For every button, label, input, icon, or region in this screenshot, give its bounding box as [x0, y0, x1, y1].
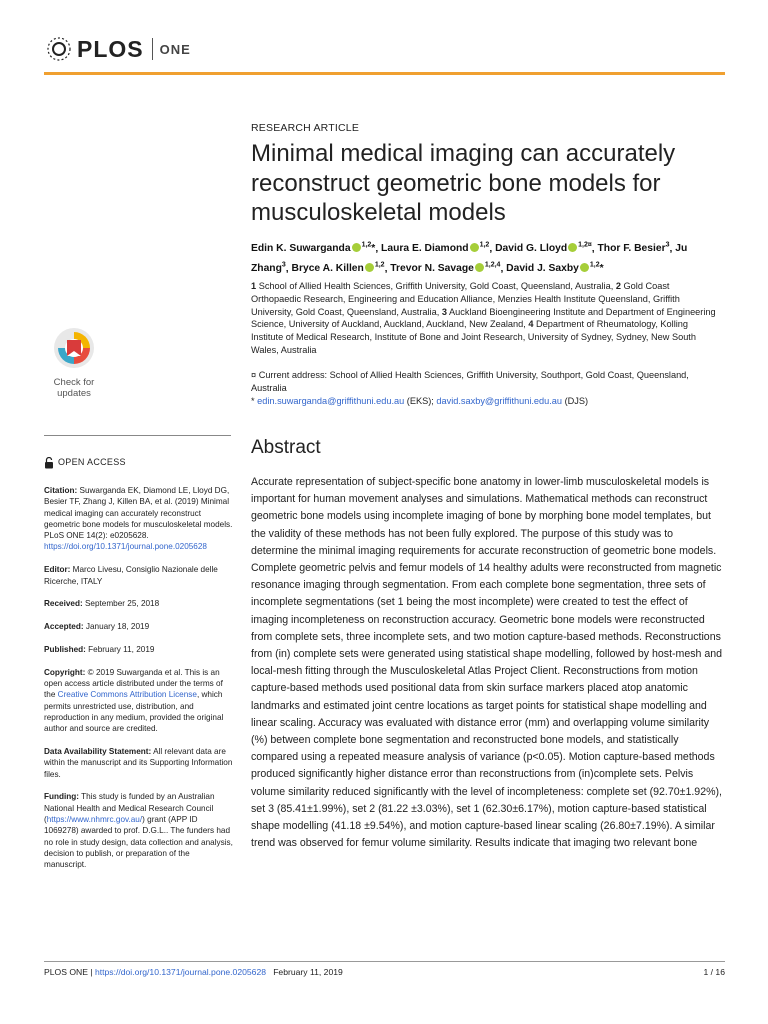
accepted-label: Accepted: [44, 622, 84, 632]
plos-logo-icon [44, 34, 74, 64]
email-tag-2: (DJS) [564, 395, 589, 406]
logo-plos-text: PLOS [77, 35, 144, 62]
orcid-icon[interactable] [475, 263, 484, 272]
accepted-block [44, 621, 234, 632]
affiliation-number: 4 [528, 319, 534, 330]
open-access-text: OPEN ACCESS [58, 457, 126, 468]
affiliation-text: Gold Coast Orthopaedic Research, Engineering and Education Alliance, Menzies Health Institute Queensland, Griffith University, Gold Coast, Queensland, Australia, [251, 281, 680, 317]
author [506, 263, 603, 274]
author [292, 263, 385, 274]
author [251, 243, 375, 254]
open-lock-icon [44, 457, 54, 469]
author-affiliation-sup: 1,2,4 [484, 261, 501, 269]
author-name[interactable]: David J. Saxby [506, 263, 579, 275]
funding-label: Funding: [44, 792, 80, 802]
author-affiliation-sup: 3 [281, 261, 286, 269]
corresponding-emails [251, 395, 719, 408]
data-availability-block [44, 746, 234, 780]
author-affiliation-sup: 1,2¤ [578, 242, 592, 249]
author-name[interactable]: Edin K. Suwarganda [251, 243, 351, 255]
copyright-label: Copyright: [44, 667, 86, 677]
author-affiliation-sup: 1,2 [374, 261, 385, 269]
orcid-icon[interactable] [352, 243, 361, 252]
affiliation-text: School of Allied Health Sciences, Griffith University, Gold Coast, Queensland, Australia, [258, 281, 616, 291]
orcid-icon[interactable] [365, 263, 374, 272]
published-date: February 11, 2019 [88, 644, 155, 654]
published-block [44, 644, 234, 655]
copyright-text-end: , which permits unrestricted use, distribution, and reproduction in any medium, provided the original author and source are credited. [44, 690, 224, 734]
check-for-updates-badge[interactable] [44, 327, 104, 397]
check-text-line2: updates [57, 388, 91, 399]
corresponding-symbol: * [251, 395, 255, 406]
author [381, 243, 489, 254]
crossmark-icon [53, 327, 95, 369]
header-accent-bar [44, 72, 725, 75]
orcid-icon[interactable] [470, 243, 479, 252]
funding-link[interactable]: https://www.nhmrc.gov.au/ [46, 815, 143, 825]
email-link-1[interactable]: edin.suwarganda@griffithuni.edu.au [257, 395, 405, 406]
author-affiliation-sup: 1,2 [589, 261, 600, 269]
accepted-date: January 18, 2019 [85, 622, 150, 632]
editor-block [44, 564, 234, 587]
author-affiliation-sup: 3 [665, 242, 670, 249]
abstract-heading: Abstract [251, 437, 321, 458]
affiliation-text: Department of Rheumatology, Kolling Institute of Medical Research, Institute of Bone and Joint Research, University of Sydney, Sydney, New South Wales, Australia [251, 319, 696, 355]
copyright-block [44, 667, 234, 735]
author-name[interactable]: David G. Lloyd [495, 243, 568, 255]
author-corresponding-mark: * [599, 263, 604, 275]
author-name[interactable]: Laura E. Diamond [381, 243, 469, 255]
current-address-text: Current address: School of Allied Health Sciences, Griffith University, Southport, Gold Coast, Queensland, Australia [251, 370, 689, 393]
author-name[interactable]: Trevor N. Savage [390, 263, 474, 275]
author [495, 243, 592, 254]
footer-citation [44, 967, 343, 977]
received-label: Received: [44, 599, 83, 609]
funding-text-end: ) grant (APP ID 1069278) awarded to prof. D.G.L.. The funders had no role in study design, data collection and analysis, decision to publish, or preparation of the manuscript. [44, 815, 233, 870]
page-footer [44, 967, 725, 977]
correspondence-block [251, 369, 719, 407]
citation-doi-link[interactable]: https://doi.org/10.1371/journal.pone.0205628 [44, 542, 207, 552]
data-availability-text: All relevant data are within the manuscript and its Supporting Information files. [44, 747, 233, 779]
citation-label: Citation: [44, 486, 78, 495]
journal-logo [44, 34, 191, 64]
orcid-icon[interactable] [580, 263, 589, 272]
author-affiliation-sup: 1,2 [361, 242, 372, 249]
article-info-sidebar [44, 457, 234, 882]
logo-divider [152, 38, 153, 60]
author-name[interactable]: Ju Zhang [251, 243, 688, 275]
logo-one-text: ONE [159, 41, 191, 57]
open-access-label [44, 457, 234, 469]
author [390, 263, 500, 274]
affiliation-text: Auckland Bioengineering Institute and Department of Engineering Science, University of Auckland, Auckland, Auckland, New Zealand, [251, 306, 716, 330]
received-date: September 25, 2018 [84, 599, 160, 609]
article-title: Minimal medical imaging can accurately reconstruct geometric bone models for musculoskeletal models [251, 140, 676, 226]
abstract-text: Accurate representation of subject-specific bone anatomy in lower-limb musculoskeletal models is important for human movement analyses and simulations. Mathematical methods can reconstruct geometric bone models using incomplete imaging of bone by morphing bone model templates, but the validity of these methods has not been fully explored. The purpose of this study was to determine the minimal imaging requirements for accurate reconstruction of geometric bone models. Complete geometric pelvis and femur models of 14 healthy adults were reconstructed from magnetic resonance imaging through segmentation. From each complete bone segmentation, three sets of incomplete segmentations (set 1 being the most incomplete) were created to test the effect of imaging incompleteness on reconstruction accuracy. Geometric bone models were reconstructed from complete sets, three incomplete sets, and two motion capture-based methods. Reconstructions from (in) complete sets were generated using statistical shape modelling, followed by host-mesh and local-mesh fitting through the Musculoskeletal Atlas Project Client. Reconstructions from motion capture-based methods used positional data from skin surface markers placed atop anatomic landmarks and estimated joint centre locations as target points for statistical shape modelling and linear scaling. Accuracy was evaluated with distance error (mm) and overlapping volume similarity (%) between complete bone segmentation and reconstructed bone models, and statistically compared using a repeated measure analysis of variance (p<0.05). Motion capture-based methods produced significantly higher distance error than reconstructions from (in)complete sets. Pelvis volume similarity reduced significantly with the level of incompleteness: complete set (92.70±1.92%), set 3 (85.41±1.99%), set 2 (81.22 ±3.03%), set 1 (62.30±6.17%), motion capture-based statistical shape modelling (41.18 ±9.54%), and motion capture-based linear scaling (26.80±7.19%). A similar trend was observed for femur volume similarity. Results indicate that imaging two relevant bone [251, 476, 723, 850]
funding-text: This study is funded by an Australian National Health and Medical Research Council ( [44, 792, 215, 825]
funding-block [44, 791, 234, 870]
license-link[interactable]: Creative Commons Attribution License [57, 690, 197, 700]
footer-doi-link[interactable]: https://doi.org/10.1371/journal.pone.0205628 [94, 967, 267, 977]
author [598, 243, 670, 254]
author-name[interactable]: Bryce A. Killen [291, 263, 364, 275]
email-tag-1: (EKS); [406, 395, 434, 406]
author-corresponding-mark: * [371, 243, 376, 255]
orcid-icon[interactable] [568, 243, 577, 252]
email-link-2[interactable]: david.saxby@griffithuni.edu.au [436, 395, 563, 406]
citation-block [44, 485, 234, 553]
editor-label: Editor: [44, 565, 71, 575]
published-label: Published: [44, 644, 86, 654]
editor-text: Marco Livesu, Consiglio Nazionale delle Ricerche, ITALY [44, 565, 218, 586]
affiliations [251, 280, 719, 357]
affiliation-number: 3 [441, 306, 447, 317]
footer-journal: PLOS ONE | [44, 967, 93, 977]
current-address-symbol: ¤ [251, 370, 257, 380]
author-name[interactable]: Thor F. Besier [597, 243, 666, 255]
sidebar-divider [44, 435, 231, 436]
author-list: Edin K. Suwarganda $^{1,2}$*, Laura E. Diamond $^{1,2}$, David G. Lloyd $^{1,2¤}$, Thor F. Besier$^3$, Ju Zhang$^3$, Bryce A. Killen $^{1,2}$, Trevor N. Savage $^{1,2,4}$, David J. Saxby $^{1,2}$* [251, 242, 688, 275]
current-address [251, 369, 719, 395]
citation-text: Suwarganda EK, Diamond LE, Lloyd DG, Besier TF, Zhang J, Killen BA, et al. (2019) Minimal medical imaging can accurately reconstruct geometric bone models for musculoskeletal models. PLoS ONE 14(2): e0205628. [44, 486, 233, 541]
check-text-line1: Check for [53, 377, 95, 388]
article-type-label: RESEARCH ARTICLE [251, 122, 360, 134]
copyright-text: © 2019 Suwarganda et al. This is an open access article distributed under the terms of the [44, 667, 223, 700]
data-availability-label: Data Availability Statement: [44, 747, 152, 757]
footer-divider [44, 961, 725, 962]
received-block [44, 598, 234, 609]
affiliation-number: 2 [615, 281, 621, 291]
footer-date: February 11, 2019 [273, 967, 343, 977]
author-affiliation-sup: 1,2 [479, 242, 490, 249]
affiliation-number: 1 [251, 281, 257, 291]
page-number: 1 / 16 [703, 967, 725, 977]
